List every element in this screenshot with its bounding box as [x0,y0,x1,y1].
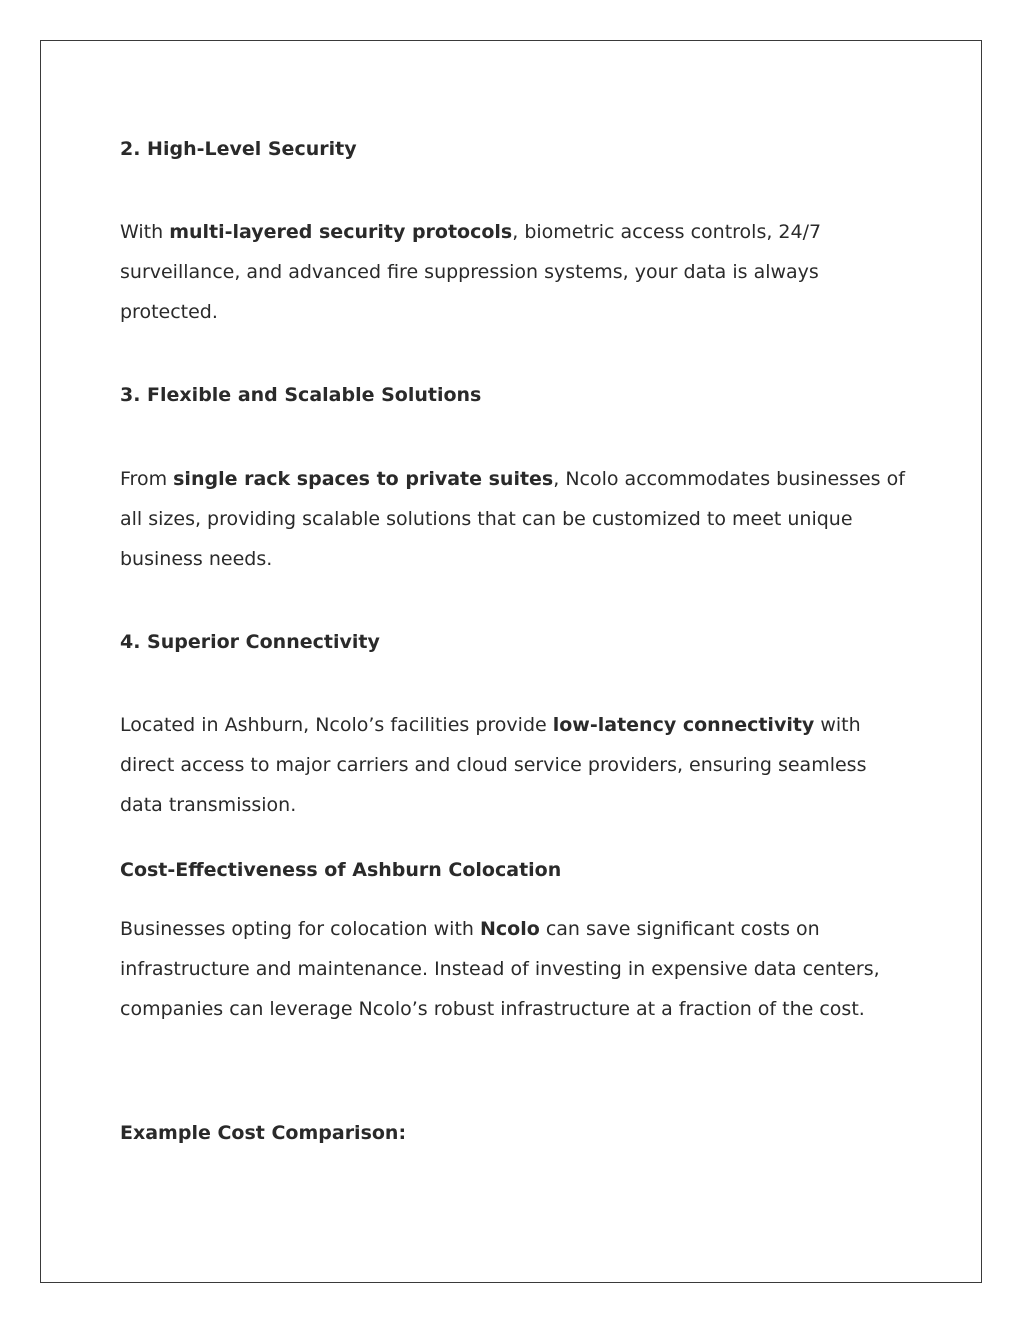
paragraph-text: From [120,468,174,490]
paragraph-scalability [120,459,910,579]
paragraph-text: Located in Ashburn, Ncolo’s facilities provide [120,714,553,736]
paragraph-text: , Ncolo accommodates businesses of all sizes, providing scalable solutions that can be customized to meet unique business needs. [120,468,905,570]
paragraph-text: With [120,221,170,243]
section-heading-cost-comparison: Example Cost Comparison: [120,1122,407,1144]
bold-phrase: Ncolo [479,918,540,940]
paragraph-text: can save significant costs on infrastructure and maintenance. Instead of investing in expensive data centers, companies can leverage Ncolo’s robust infrastructure at a fraction of the cost. [120,918,880,1020]
paragraph-cost [120,909,910,1029]
paragraph-connectivity [120,705,910,825]
section-heading-high-level-security: 2. High-Level Security [120,138,357,160]
bold-phrase: low-latency connectivity [552,714,815,736]
paragraph-text: Businesses opting for colocation with [120,918,480,940]
section-heading-flexible-solutions: 3. Flexible and Scalable Solutions [120,384,482,406]
section-heading-cost-effectiveness: Cost-Effectiveness of Ashburn Colocation [120,859,562,881]
paragraph-text: with direct access to major carriers and cloud service providers, ensuring seamless data transmission. [120,714,867,816]
bold-phrase: multi-layered security protocols [169,221,513,243]
paragraph-text: , biometric access controls, 24/7 surveillance, and advanced fire suppression systems, your data is always protected. [120,221,822,323]
paragraph-security [120,212,910,332]
bold-phrase: single rack spaces to private suites [173,468,554,490]
section-heading-connectivity: 4. Superior Connectivity [120,631,380,653]
